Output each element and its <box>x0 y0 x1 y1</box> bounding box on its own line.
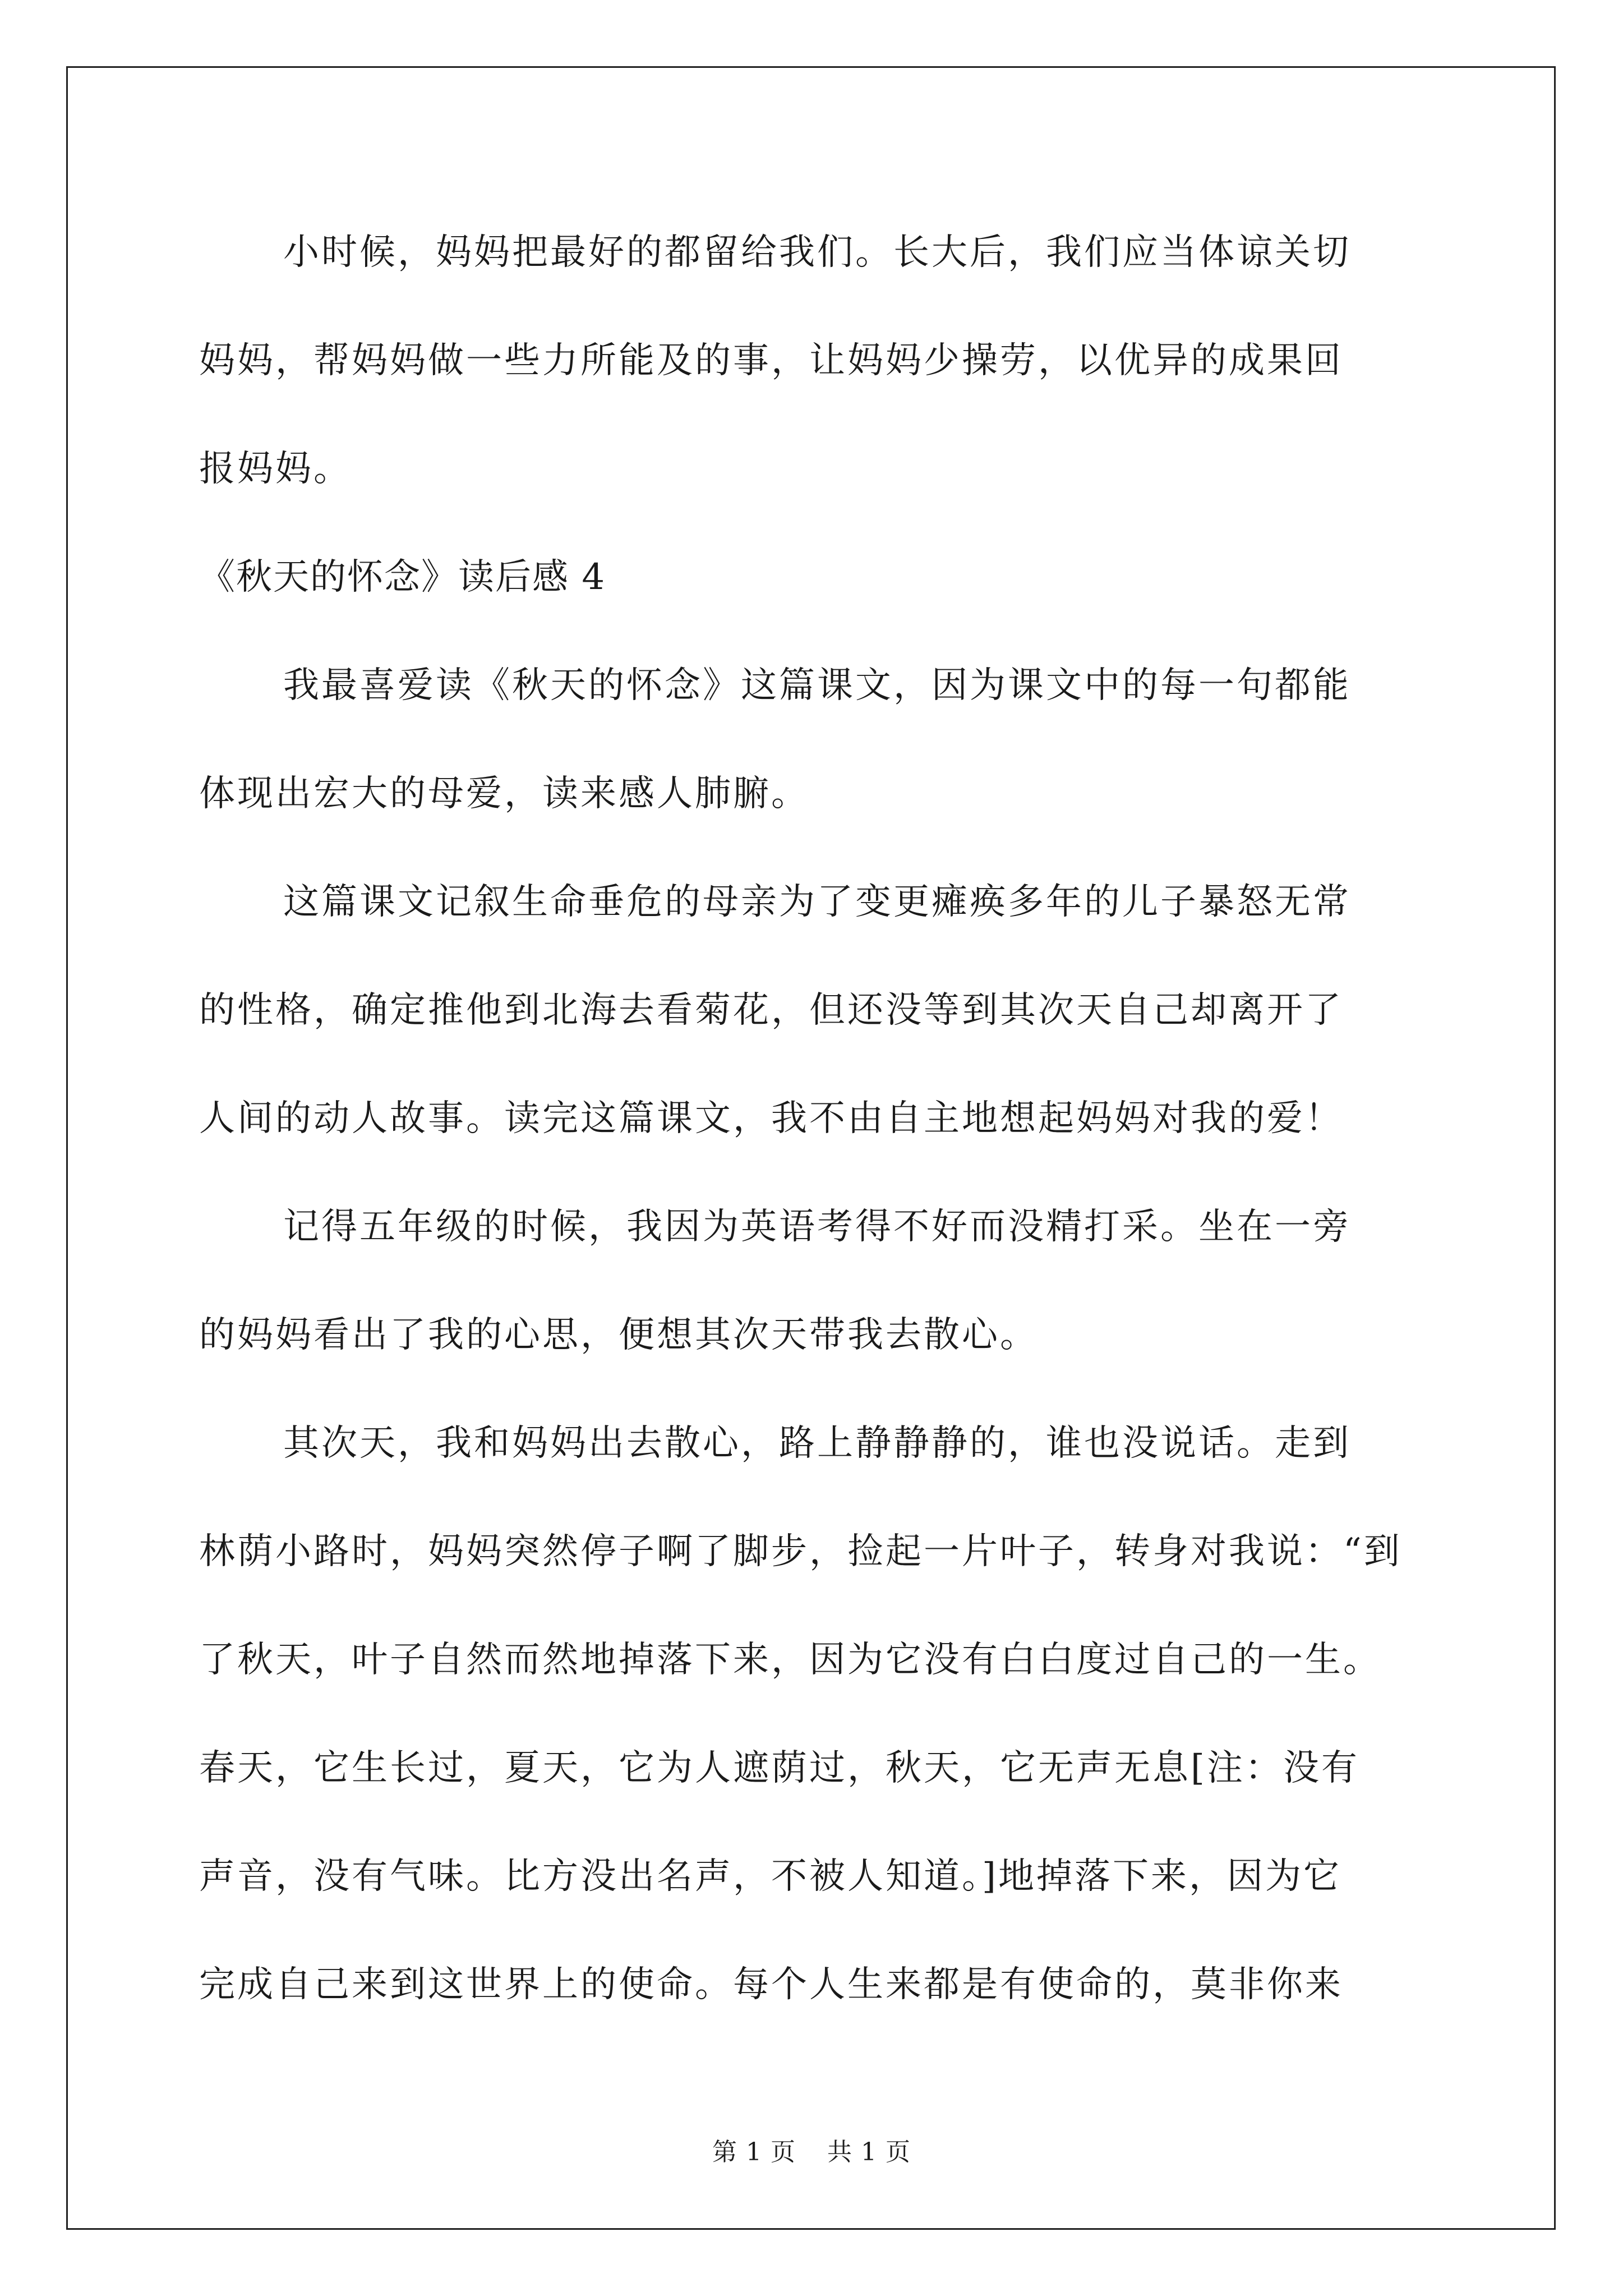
text-line: 记得五年级的时候，我因为英语考得不好而没精打采。坐在一旁 <box>283 1206 1351 1248</box>
text-line: 体现出宏大的母爱，读来感人肺腑。 <box>199 773 809 815</box>
paragraph-5 <box>199 1404 1427 2054</box>
text-line: 的妈妈看出了我的心思，便想其次天带我去散心。 <box>199 1314 1038 1356</box>
page-total: 共 1 页 <box>827 2138 911 2166</box>
text-line: 其次天，我和妈妈出去散心，路上静静静的，谁也没说话。走到 <box>283 1423 1351 1464</box>
text-line: 声音，没有气味。比方没出名声，不被人知道。]地掉落下来，因为它 <box>199 1856 1341 1897</box>
section-heading: 《秋天的怀念》读后感 4 <box>199 556 606 598</box>
text-line: 报妈妈。 <box>199 448 352 490</box>
text-line: 这篇课文记叙生命垂危的母亲为了变更瘫痪多年的儿子暴怒无常 <box>283 881 1351 923</box>
text-line: 我最喜爱读《秋天的怀念》这篇课文，因为课文中的每一句都能 <box>283 665 1351 706</box>
text-line: 妈妈，帮妈妈做一些力所能及的事，让妈妈少操劳，以优异的成果回 <box>199 340 1343 381</box>
page-number: 第 1 页 <box>712 2138 796 2166</box>
text-line: 人间的动人故事。读完这篇课文，我不由自主地想起妈妈对我的爱！ <box>199 1098 1343 1139</box>
text-line: 林荫小路时，妈妈突然停子啊了脚步，捡起一片叶子，转身对我说：“到 <box>199 1531 1402 1572</box>
text-line: 完成自己来到这世界上的使命。每个人生来都是有使命的，莫非你来 <box>199 1964 1343 2005</box>
paragraph-3 <box>199 863 1427 1188</box>
paragraph-1 <box>199 213 1427 538</box>
paragraph-4 <box>199 1188 1427 1404</box>
page-footer <box>0 2132 1623 2168</box>
text-line: 春天，它生长过，夏天，它为人遮荫过，秋天，它无声无息[注：没有 <box>199 1747 1359 1789</box>
text-line: 了秋天，叶子自然而然地掉落下来，因为它没有白白度过自己的一生。 <box>199 1639 1381 1681</box>
document-body <box>199 213 1427 2054</box>
text-line: 小时候，妈妈把最好的都留给我们。长大后，我们应当体谅关切 <box>283 232 1351 273</box>
text-line: 的性格，确定推他到北海去看菊花，但还没等到其次天自己却离开了 <box>199 990 1343 1031</box>
paragraph-2 <box>199 646 1427 863</box>
